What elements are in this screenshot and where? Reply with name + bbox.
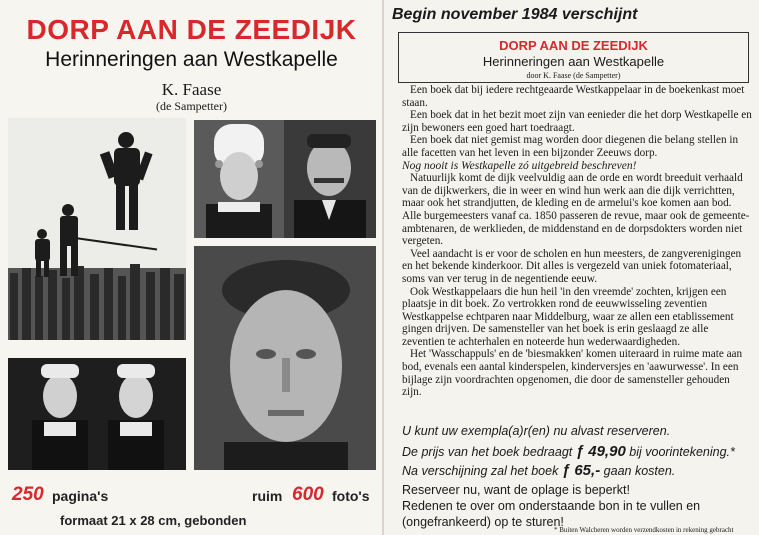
paragraph: Een boek dat bij iedere rechtgeaarde Westkappelaar in de boekenkast moet staan.: [402, 84, 745, 109]
footnote: * Buiten Walcheren worden verzendkosten in rekening gebracht: [554, 526, 734, 534]
photos-prefix: ruim: [252, 488, 283, 504]
release-announcement: Begin november 1984 verschijnt: [392, 6, 638, 23]
paragraph: Het 'Wasschappuls' en de 'biesmakken' komen uiteraard in ruime mate aan bod, evenals een aantal kinderspelen, kinderversjes en 'aawurwesse'. In een bijlage zijn voordrachten opgenomen, die door de samensteller gehouden zijn.: [402, 348, 743, 399]
paragraph: Een boek dat niet gemist mag worden door diegenen die belang stellen in alle facetten van het leven in een bijzonder Zeeuws dorp.: [402, 134, 739, 159]
price-line: [402, 443, 759, 460]
box-subtitle: Herinneringen aan Westkapelle: [482, 54, 665, 69]
right-page: [384, 0, 759, 535]
after-price-line: [402, 462, 759, 479]
closing-2: Redenen te over om onderstaande bon in te vullen en (ongefrankeerd) op te sturen!: [402, 499, 701, 529]
after-post: gaan kosten.: [603, 464, 676, 478]
price-post: bij voorintekening.*: [629, 445, 735, 459]
reserve-line: U kunt uw exempla(a)r(en) nu alvast reserveren.: [402, 424, 671, 438]
photo-dike-workers: [8, 118, 186, 340]
price-value: ƒ 49,90: [575, 443, 626, 460]
description-text: [402, 84, 752, 399]
photos-label: foto's: [332, 488, 370, 504]
after-pre: Na verschijning zal het boek: [402, 464, 559, 478]
after-value: ƒ 65,-: [561, 462, 601, 479]
box-title: DORP AAN DE ZEEDIJK: [499, 38, 648, 53]
photo-old-man: [194, 246, 376, 470]
emphasis-line: Nog nooit is Westkapelle zó uitgebreid beschreven!: [402, 159, 637, 172]
book-subtitle: Herinneringen aan Westkapelle: [45, 48, 338, 71]
paragraph: Veel aandacht is er voor de scholen en hun meesters, de zangverenigingen en het bekende kinderkoor. Dit alles is vergezeld van uniek fotomateriaal, soms van ver terug in de negentiende eeuw.: [402, 247, 742, 285]
book-title: DORP AAN DE ZEEDIJK: [26, 14, 357, 45]
paragraph: Ook Westkappelaars die hun heil 'in den vreemde' zochten, krijgen een plaatsje in dit boek. Zo vertrokken rond de eeuwwisseling zeventien Westkappelse echtparen naar Middelburg, waar ze allen een etablissement gingen drijven. De samensteller van het boek is erin geslaagd ze alle zeventien te achterhalen en noteerde hun wederwaardigheden.: [402, 285, 734, 348]
photo-two-girls: [8, 358, 186, 470]
pages-label: pagina's: [52, 488, 109, 504]
photo-couple-portrait: [194, 120, 376, 238]
paragraph: Natuurlijk komt de dijk veelvuldig aan de orde en wordt breeduit verhaald van de dijkwerkers, die in weer en wind hun werk aan die dijk verrichtten, maar ook het strandjutten, de kleding en de armelui's koe komen aan bod. Alle burgemeesters vanaf ca. 1850 passeren de revue, maar ook de gemeente-ambtenaren, de werklieden, de middenstand en de dorpsdokters worden niet vergeten.: [402, 172, 750, 248]
author-pseudonym: (de Sampetter): [156, 99, 227, 113]
photos-count: 600: [292, 484, 324, 505]
closing-1: Reserveer nu, want de oplage is beperkt!: [402, 483, 630, 497]
book-format: formaat 21 x 28 cm, gebonden: [60, 513, 247, 528]
author-name: K. Faase: [161, 80, 222, 99]
box-byline: door K. Faase (de Sampetter): [526, 71, 621, 80]
pages-count: 250: [12, 484, 44, 505]
paragraph: Een boek dat in het bezit moet zijn van eenieder die het dorp Westkapelle en zijn bewoners een goed hart toedraagt.: [402, 109, 752, 134]
title-box: [398, 32, 749, 83]
price-pre: De prijs van het boek bedraagt: [402, 445, 573, 459]
